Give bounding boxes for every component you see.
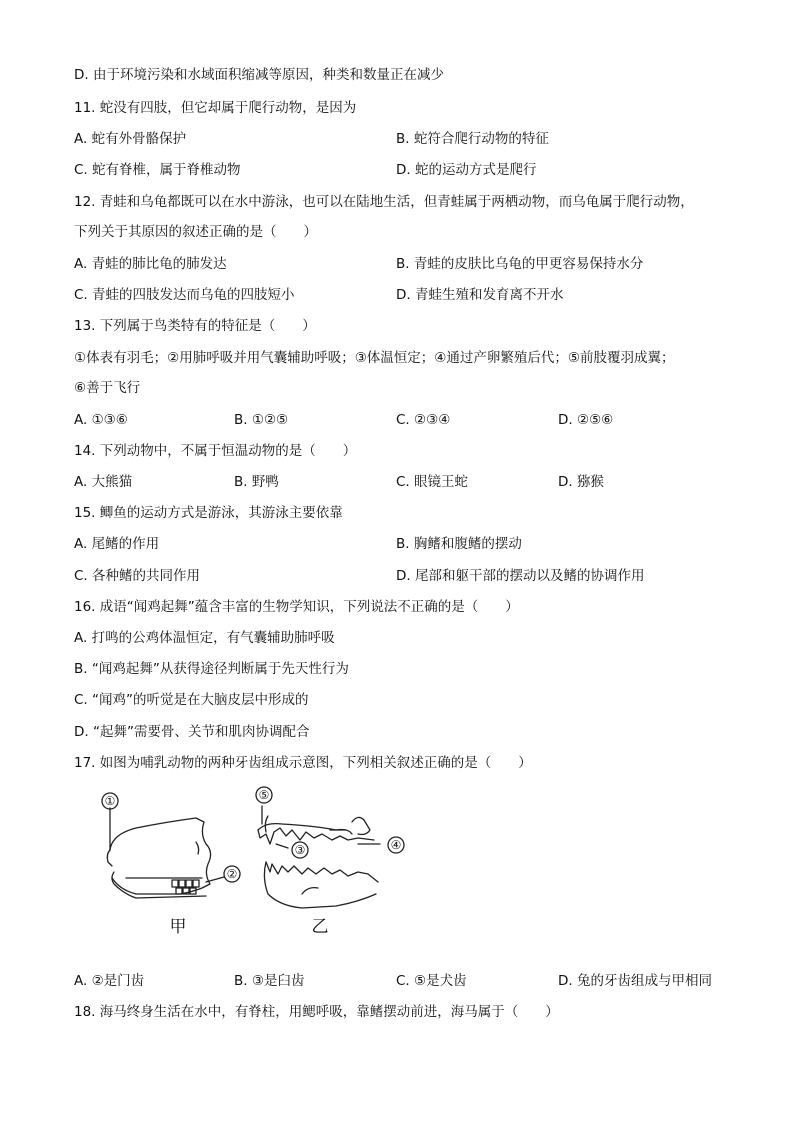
label-3: ③ [294,843,306,857]
q17-option-d: D. 兔的牙齿组成与甲相同 [558,973,712,989]
q14-option-a: A. 大熊猫 [74,474,133,490]
q11-option-d: D. 蛇的运动方式是爬行 [396,162,537,178]
q11-option-b: B. 蛇符合爬行动物的特征 [396,131,549,147]
q11-option-c: C. 蛇有脊椎，属于脊椎动物 [74,162,241,178]
q11-stem: 11. 蛇没有四肢，但它却属于爬行动物，是因为 [74,100,357,116]
q12-options-row2 [74,286,754,304]
q16-option-d: D. “起舞”需要骨、关节和肌肉协调配合 [74,724,310,740]
q15-option-b: B. 胸鳍和腹鳍的摆动 [396,536,522,552]
jaw-jia [107,808,224,898]
q14-option-c: C. 眼镜王蛇 [396,474,469,490]
q12-options-row1 [74,255,754,273]
q12-stem-line2: 下列关于其原因的叙述正确的是（ ） [74,224,317,240]
q16-stem: 16. 成语“闻鸡起舞”蕴含丰富的生物学知识，下列说法不正确的是（ ） [74,599,519,615]
q13-option-c: C. ②③④ [396,412,451,428]
q11-options-row2 [74,161,754,179]
q17-option-a: A. ②是门齿 [74,973,145,989]
q15-option-c: C. 各种鳍的共同作用 [74,568,201,584]
q12-option-b: B. 青蛙的皮肤比乌龟的甲更容易保持水分 [396,256,644,272]
q12-stem-line1: 12. 青蛙和乌龟都既可以在水中游泳，也可以在陆地生活，但青蛙属于两栖动物，而乌龟属于爬行动物， [74,194,694,210]
q13-options-row [74,411,754,429]
q14-options-row [74,473,754,491]
q14-option-d: D. 猕猴 [558,474,604,490]
q16-option-b: B. “闻鸡起舞”从获得途径判断属于先天性行为 [74,661,349,677]
caption-jia: 甲 [169,917,187,937]
label-2: ② [226,867,238,881]
q15-option-d: D. 尾部和躯干部的摆动以及鳍的协调作用 [396,568,645,584]
q15-option-a: A. 尾鳍的作用 [74,536,160,552]
q13-option-a: A. ①③⑥ [74,412,128,428]
q17-option-b: B. ③是臼齿 [234,973,305,989]
caption-yi: 乙 [311,917,329,937]
q15-stem: 15. 鲫鱼的运动方式是游泳，其游泳主要依靠 [74,505,343,521]
q12-option-d: D. 青蛙生殖和发育离不开水 [396,287,564,303]
q15-options-row2 [74,567,754,585]
label-5: ⑤ [258,788,270,802]
q11-option-a: A. 蛇有外骨骼保护 [74,131,187,147]
q16-option-a: A. 打鸣的公鸡体温恒定，有气囊辅助肺呼吸 [74,630,335,646]
q11-options-row1 [74,130,754,148]
q13-stem: 13. 下列属于鸟类特有的特征是（ ） [74,318,316,334]
q17-options-row [74,972,754,990]
q12-option-c: C. 青蛙的四肢发达而乌龟的四肢短小 [74,287,295,303]
teeth-diagram-svg [96,782,416,942]
teeth-diagram [96,782,416,942]
q14-option-b: B. 野鸭 [234,474,279,490]
q16-option-c: C. “闻鸡”的听觉是在大脑皮层中形成的 [74,692,309,708]
q14-stem: 14. 下列动物中，不属于恒温动物的是（ ） [74,443,357,459]
label-4: ④ [390,838,402,852]
q12-option-a: A. 青蛙的肺比龟的肺发达 [74,256,227,272]
q13-option-d: D. ②⑤⑥ [558,412,614,428]
q13-features-line1: ①体表有羽毛；②用肺呼吸并用气囊辅助呼吸；③体温恒定；④通过产卵繁殖后代；⑤前肢覆羽成翼； [74,350,675,366]
q13-features-line2: ⑥善于飞行 [74,380,141,396]
q13-option-b: B. ①②⑤ [234,412,289,428]
jaw-yi [258,806,380,908]
label-1: ① [104,794,116,808]
q10-option-d: D. 由于环境污染和水域面积缩减等原因，种类和数量正在减少 [74,67,444,83]
q15-options-row1 [74,535,754,553]
q17-stem: 17. 如图为哺乳动物的两种牙齿组成示意图，下列相关叙述正确的是（ ） [74,755,532,771]
q18-stem: 18. 海马终身生活在水中，有脊柱，用鳃呼吸，靠鳍摆动前进，海马属于（ ） [74,1004,559,1020]
q17-option-c: C. ⑤是犬齿 [396,973,467,989]
